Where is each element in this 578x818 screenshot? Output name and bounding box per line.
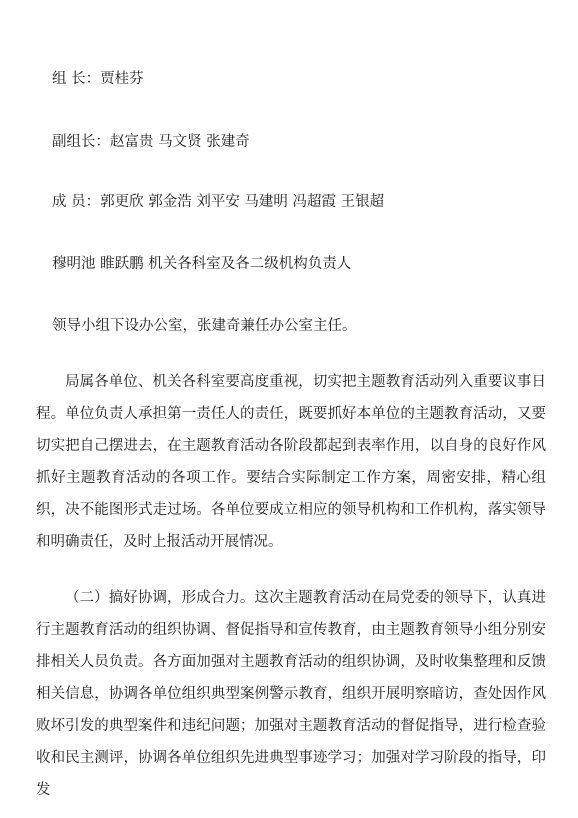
roster-leader: 组 长：贾桂芬	[52, 71, 144, 87]
office-note: 领导小组下设办公室，张建奇兼任办公室主任。	[52, 318, 357, 334]
roster-members-line-2: 穆明池 睢跃鹏 机关各科室及各二级机构负责人	[52, 256, 352, 272]
roster-members-line-1: 成 员：郭更欣 郭金浩 刘平安 马建明 冯超霞 王银超	[52, 194, 385, 210]
body-paragraph-1: 局属各单位、机关各科室要高度重视，切实把主题教育活动列入重要议事日程。单位负责人承担第一责任人的责任，既要抓好本单位的主题教育活动，又要切实把自己摆进去，在主题教育活动各阶段都起到表率作用，以自身的良好作风抓好主题教育活动的各项工作。要结合实际制定工作方案，周密安排，精心组织，决不能图形式走过场。各单位要成立相应的领导机构和工作机构，落实领导和明确责任，及时上报活动开展情况。	[36, 374, 546, 550]
body-paragraph-2: （二）搞好协调，形成合力。这次主题教育活动在局党委的领导下，认真进行主题教育活动的组织协调、督促指导和宣传教育，由主题教育领导小组分别安排相关人员负责。各方面加强对主题教育活动的组织协调，及时收集整理和反馈相关信息，协调各单位组织典型案例警示教育，组织开展明察暗访，查处因作风败坏引发的典型案件和违纪问题；加强对主题教育活动的督促指导，进行检查验收和民主测评，协调各单位组织先进典型事迹学习；加强对学习阶段的指导，印发	[36, 590, 546, 798]
roster-deputy: 副组长：赵富贵 马文贤 张建奇	[52, 134, 250, 150]
